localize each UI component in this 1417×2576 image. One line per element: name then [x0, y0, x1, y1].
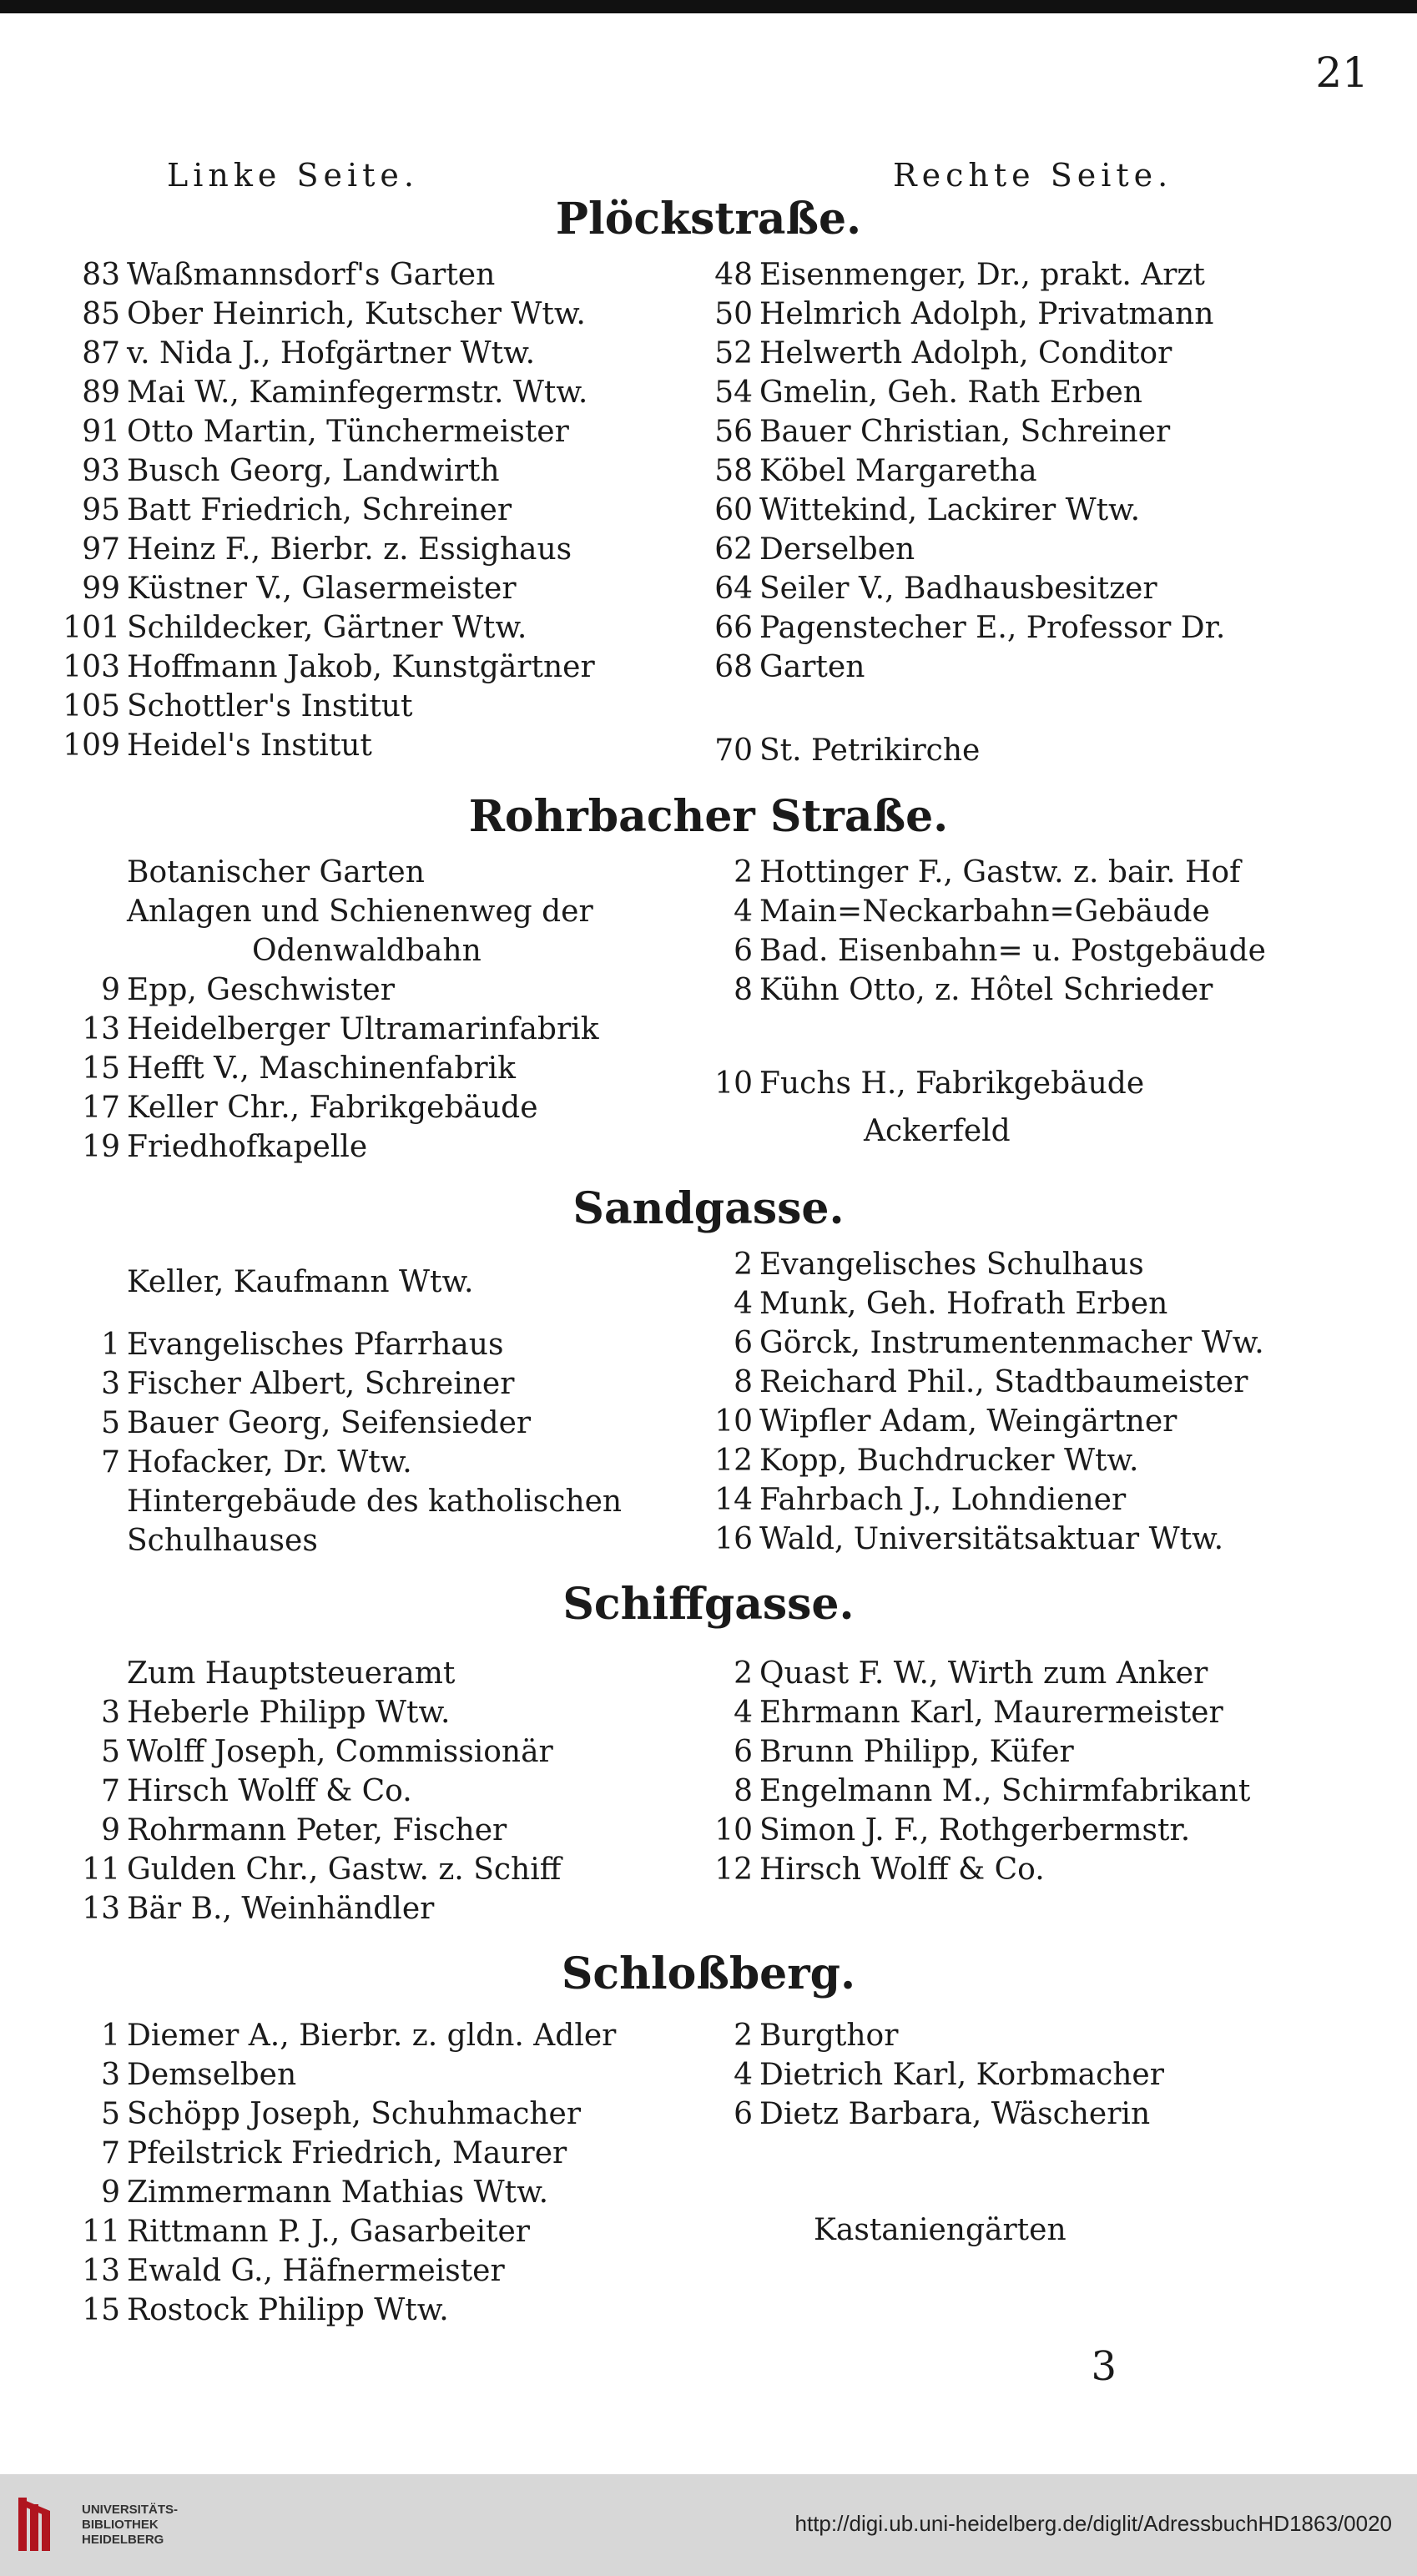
resident-name: Hirsch Wolff & Co. — [127, 1774, 412, 1808]
street-heading: Sandgasse. — [572, 1183, 845, 1234]
house-number: 5 — [101, 2097, 120, 2131]
house-number: 1 — [101, 2019, 120, 2053]
resident-name: Keller Chr., Fabrikgebäude — [127, 1091, 538, 1125]
left-entry — [48, 2096, 581, 2133]
house-number: 6 — [734, 934, 753, 968]
right-entry — [686, 1286, 1167, 1323]
library-logo-icon — [15, 2493, 73, 2556]
right-side-heading: Rechte Seite. — [893, 157, 1173, 194]
resident-name: Evangelisches Pfarrhaus — [127, 1328, 504, 1362]
left-entry — [48, 854, 425, 891]
house-number: 10 — [714, 1404, 753, 1439]
house-number: 4 — [734, 1287, 753, 1321]
resident-name: Heinz F., Bierbr. z. Essighaus — [127, 532, 572, 567]
house-number: 95 — [82, 493, 120, 527]
house-number: 8 — [734, 973, 753, 1007]
house-number: 54 — [714, 376, 753, 410]
resident-name: Dietrich Karl, Korbmacher — [759, 2058, 1164, 2092]
house-number: 8 — [734, 1365, 753, 1399]
resident-name: Ewald G., Häfnermeister — [127, 2254, 505, 2288]
resident-name: Hoffmann Jakob, Kunstgärtner — [127, 650, 595, 684]
resident-name: Hintergebäude des katholischen — [127, 1485, 623, 1519]
left-entry — [48, 649, 595, 686]
left-entry — [48, 1405, 531, 1442]
top-border — [0, 0, 1417, 13]
left-entry — [48, 257, 495, 294]
left-entry — [48, 532, 572, 568]
resident-name: Fuchs H., Fabrikgebäude — [759, 1066, 1145, 1101]
page-number: 21 — [1315, 48, 1369, 97]
left-entry — [48, 1327, 503, 1364]
house-number: 2 — [734, 855, 753, 890]
left-entry — [48, 1051, 516, 1087]
left-entry — [48, 453, 500, 490]
house-number: 14 — [714, 1483, 753, 1517]
resident-name: Engelmann M., Schirmfabrikant — [759, 1774, 1251, 1808]
resident-name: Mai W., Kaminfegermstr. Wtw. — [127, 376, 588, 410]
left-entry — [48, 2292, 449, 2329]
house-number: 8 — [734, 1774, 753, 1808]
sheet-signature: 3 — [1091, 2343, 1117, 2390]
right-entry — [686, 1521, 1223, 1558]
resident-name: Hirsch Wolff & Co. — [759, 1853, 1045, 1887]
house-number: 7 — [101, 1774, 120, 1808]
right-entry — [686, 733, 980, 769]
resident-name: Botanischer Garten — [127, 855, 425, 890]
house-number: 13 — [82, 1892, 120, 1926]
resident-name: Wipfler Adam, Weingärtner — [759, 1404, 1177, 1439]
resident-name: Friedhofkapelle — [127, 1130, 368, 1164]
right-entry — [686, 1734, 1074, 1771]
left-entry — [48, 375, 587, 411]
house-number: 97 — [82, 532, 120, 567]
house-number: 11 — [82, 2215, 120, 2249]
street-heading: Rohrbacher Straße. — [468, 791, 949, 842]
right-entry — [686, 453, 1037, 490]
left-entry — [48, 894, 593, 930]
resident-name: Wolff Joseph, Commissionär — [127, 1735, 553, 1769]
right-entry — [686, 1364, 1248, 1401]
house-number: 9 — [101, 973, 120, 1007]
right-entry — [686, 257, 1205, 294]
resident-name: Dietz Barbara, Wäscherin — [759, 2097, 1151, 2131]
resident-name: Fischer Albert, Schreiner — [127, 1367, 515, 1401]
left-entry — [48, 2253, 505, 2290]
house-number: 109 — [63, 728, 120, 763]
house-number: 4 — [734, 895, 753, 929]
left-entry — [48, 1444, 412, 1481]
right-entry — [686, 375, 1142, 411]
right-entry — [686, 610, 1225, 647]
resident-name: Gulden Chr., Gastw. z. Schiff — [127, 1853, 562, 1887]
house-number: 5 — [101, 1735, 120, 1769]
house-number: 99 — [82, 572, 120, 606]
house-number: 10 — [714, 1813, 753, 1848]
left-entry — [48, 571, 517, 607]
resident-name: Zum Hauptsteueramt — [127, 1656, 456, 1691]
left-entry — [48, 1484, 622, 1520]
right-entry — [686, 649, 865, 686]
right-entry — [686, 1656, 1208, 1692]
house-number: 15 — [82, 2293, 120, 2327]
resident-name: Anlagen und Schienenweg der — [127, 895, 593, 929]
resident-name: Helmrich Adolph, Privatmann — [759, 297, 1214, 331]
left-entry — [48, 1891, 434, 1928]
right-side-note: Kastaniengärten — [814, 2213, 1067, 2247]
resident-name: Küstner V., Glasermeister — [127, 572, 517, 606]
resident-name: Bad. Eisenbahn= u. Postgebäude — [759, 934, 1266, 968]
house-number: 11 — [82, 1853, 120, 1887]
house-number: 62 — [714, 532, 753, 567]
resident-name: Otto Martin, Tünchermeister — [127, 415, 569, 449]
right-entry — [686, 1404, 1177, 1440]
left-entry — [48, 492, 512, 529]
house-number: 91 — [82, 415, 120, 449]
resident-name: Görck, Instrumentenmacher Ww. — [759, 1326, 1264, 1360]
resident-name: Burgthor — [759, 2019, 899, 2053]
house-number: 7 — [101, 1445, 120, 1480]
house-number: 1 — [101, 1328, 120, 1362]
house-number: 9 — [101, 1813, 120, 1848]
resident-name: Eisenmenger, Dr., prakt. Arzt — [759, 258, 1205, 292]
house-number: 12 — [714, 1853, 753, 1887]
left-entry — [48, 2214, 530, 2251]
left-entry — [48, 1734, 553, 1771]
left-entry — [48, 1812, 507, 1849]
left-entry — [48, 2018, 616, 2054]
resident-name: Demselben — [127, 2058, 297, 2092]
resident-name: v. Nida J., Hofgärtner Wtw. — [127, 336, 536, 371]
resident-name: Bär B., Weinhändler — [127, 1892, 435, 1926]
street-heading: Plöckstraße. — [555, 194, 862, 244]
resident-name: Helwerth Adolph, Conditor — [759, 336, 1172, 371]
right-entry — [686, 2057, 1164, 2094]
house-number: 85 — [82, 297, 120, 331]
house-number: 15 — [82, 1051, 120, 1086]
resident-name: St. Petrikirche — [759, 733, 981, 768]
house-number: 58 — [714, 454, 753, 488]
resident-name: Batt Friedrich, Schreiner — [127, 493, 512, 527]
house-number: 87 — [82, 336, 120, 371]
house-number: 2 — [734, 1656, 753, 1691]
resident-name: Zimmermann Mathias Wtw. — [127, 2175, 549, 2210]
house-number: 52 — [714, 336, 753, 371]
house-number: 70 — [714, 733, 753, 768]
resident-name: Schöpp Joseph, Schuhmacher — [127, 2097, 582, 2131]
resident-name: Heidel's Institut — [127, 728, 372, 763]
house-number: 19 — [82, 1130, 120, 1164]
left-entry — [48, 335, 535, 372]
left-entry — [48, 2175, 548, 2211]
house-number: 17 — [82, 1091, 120, 1125]
resident-name: Waßmannsdorf's Garten — [127, 258, 496, 292]
resident-name: Bauer Christian, Schreiner — [759, 415, 1171, 449]
right-entry — [686, 2018, 898, 2054]
house-number: 105 — [63, 689, 120, 723]
house-number: 5 — [101, 1406, 120, 1440]
house-number: 6 — [734, 1326, 753, 1360]
right-entry — [686, 532, 915, 568]
resident-name: Pfeilstrick Friedrich, Maurer — [127, 2136, 567, 2170]
resident-name: Gmelin, Geh. Rath Erben — [759, 376, 1142, 410]
right-entry — [686, 296, 1213, 333]
right-entry — [686, 1325, 1264, 1362]
left-entry — [48, 1695, 450, 1732]
right-entry — [686, 854, 1240, 891]
right-entry — [686, 2096, 1150, 2133]
house-number: 6 — [734, 2097, 753, 2131]
resident-name: Kühn Otto, z. Hôtel Schrieder — [759, 973, 1213, 1007]
resident-name: Diemer A., Bierbr. z. gldn. Adler — [127, 2019, 617, 2053]
right-entry — [686, 972, 1213, 1009]
resident-name: Hottinger F., Gastw. z. bair. Hof — [759, 855, 1241, 890]
left-entry — [48, 296, 586, 333]
resident-name: Wittekind, Lackirer Wtw. — [759, 493, 1141, 527]
left-entry — [48, 1773, 412, 1810]
house-number: 2 — [734, 2019, 753, 2053]
house-number: 3 — [101, 1367, 120, 1401]
right-entry — [686, 414, 1170, 451]
resident-name: Ehrmann Karl, Maurermeister — [759, 1696, 1223, 1730]
house-number: 56 — [714, 415, 753, 449]
resident-name: Keller, Kaufmann Wtw. — [127, 1265, 474, 1299]
resident-name: Fahrbach J., Lohndiener — [759, 1483, 1127, 1517]
resident-name: Köbel Margaretha — [759, 454, 1037, 488]
house-number: 3 — [101, 1696, 120, 1730]
left-entry — [48, 1523, 318, 1560]
resident-name: Kopp, Buchdrucker Wtw. — [759, 1444, 1139, 1478]
left-entry — [48, 1011, 599, 1048]
left-entry — [48, 2057, 296, 2094]
right-entry — [686, 571, 1157, 607]
resident-name: Epp, Geschwister — [127, 973, 395, 1007]
house-number: 103 — [63, 650, 120, 684]
house-number: 48 — [714, 258, 753, 292]
house-number: 66 — [714, 611, 753, 645]
left-entry — [48, 1656, 455, 1692]
house-number: 93 — [82, 454, 120, 488]
left-entry — [48, 1366, 514, 1403]
right-entry — [686, 1695, 1223, 1732]
left-entry — [48, 414, 569, 451]
resident-name: Pagenstecher E., Professor Dr. — [759, 611, 1226, 645]
house-number: 3 — [101, 2058, 120, 2092]
house-number: 89 — [82, 376, 120, 410]
resident-name: Derselben — [759, 532, 915, 567]
source-url[interactable]: http://digi.ub.uni-heidelberg.de/diglit/AdressbuchHD1863/0020 — [794, 2511, 1392, 2536]
resident-name: Heberle Philipp Wtw. — [127, 1696, 451, 1730]
house-number: 2 — [734, 1248, 753, 1282]
right-side-note: Ackerfeld — [864, 1114, 1011, 1148]
right-entry — [686, 492, 1140, 529]
left-entry — [48, 688, 412, 725]
left-entry — [48, 1129, 367, 1166]
resident-name: Bauer Georg, Seifensieder — [127, 1406, 532, 1440]
house-number: 101 — [63, 611, 120, 645]
resident-name: Ober Heinrich, Kutscher Wtw. — [127, 297, 586, 331]
left-entry — [48, 933, 482, 970]
resident-name: Garten — [759, 650, 865, 684]
resident-name: Seiler V., Badhausbesitzer — [759, 572, 1157, 606]
house-number: 16 — [714, 1522, 753, 1556]
right-entry — [686, 1812, 1190, 1849]
resident-name: Munk, Geh. Hofrath Erben — [759, 1287, 1168, 1321]
footer-bar — [0, 2474, 1417, 2576]
right-entry — [686, 1773, 1250, 1810]
left-entry — [48, 972, 395, 1009]
left-side-heading: Linke Seite. — [167, 157, 419, 194]
house-number: 68 — [714, 650, 753, 684]
resident-name: Schulhauses — [127, 1524, 318, 1558]
house-number: 13 — [82, 1012, 120, 1046]
right-entry — [686, 335, 1172, 372]
resident-name: Brunn Philipp, Küfer — [759, 1735, 1074, 1769]
resident-name: Hefft V., Maschinenfabrik — [127, 1051, 516, 1086]
resident-name: Evangelisches Schulhaus — [759, 1248, 1144, 1282]
house-number: 10 — [714, 1066, 753, 1101]
right-entry — [686, 1247, 1144, 1283]
right-entry — [686, 1482, 1126, 1519]
resident-name: Main=Neckarbahn=Gebäude — [759, 895, 1210, 929]
resident-name: Simon J. F., Rothgerbermstr. — [759, 1813, 1191, 1848]
resident-name: Wald, Universitätsaktuar Wtw. — [759, 1522, 1224, 1556]
resident-name: Odenwaldbahn — [252, 934, 482, 968]
resident-name: Rittmann P. J., Gasarbeiter — [127, 2215, 530, 2249]
left-entry — [48, 1264, 473, 1301]
left-entry — [48, 610, 527, 647]
right-entry — [686, 894, 1210, 930]
resident-name: Schildecker, Gärtner Wtw. — [127, 611, 527, 645]
house-number: 64 — [714, 572, 753, 606]
resident-name: Quast F. W., Wirth zum Anker — [759, 1656, 1208, 1691]
house-number: 50 — [714, 297, 753, 331]
house-number: 9 — [101, 2175, 120, 2210]
left-entry — [48, 728, 372, 764]
resident-name: Schottler's Institut — [127, 689, 413, 723]
right-entry — [686, 1443, 1138, 1480]
resident-name: Busch Georg, Landwirth — [127, 454, 500, 488]
resident-name: Hofacker, Dr. Wtw. — [127, 1445, 412, 1480]
house-number: 13 — [82, 2254, 120, 2288]
resident-name: Reichard Phil., Stadtbaumeister — [759, 1365, 1248, 1399]
street-heading: Schiffgasse. — [562, 1579, 855, 1630]
left-entry — [48, 2135, 567, 2172]
house-number: 4 — [734, 1696, 753, 1730]
house-number: 4 — [734, 2058, 753, 2092]
house-number: 83 — [82, 258, 120, 292]
house-number: 12 — [714, 1444, 753, 1478]
left-entry — [48, 1852, 561, 1888]
right-entry — [686, 933, 1266, 970]
house-number: 60 — [714, 493, 753, 527]
right-entry — [686, 1066, 1144, 1102]
resident-name: Rostock Philipp Wtw. — [127, 2293, 449, 2327]
house-number: 7 — [101, 2136, 120, 2170]
library-name: UNIVERSITÄTS- BIBLIOTHEK HEIDELBERG — [82, 2503, 179, 2547]
resident-name: Heidelberger Ultramarinfabrik — [127, 1012, 599, 1046]
house-number: 6 — [734, 1735, 753, 1769]
street-heading: Schloßberg. — [561, 1948, 856, 1999]
resident-name: Rohrmann Peter, Fischer — [127, 1813, 507, 1848]
left-entry — [48, 1090, 538, 1127]
right-entry — [686, 1852, 1045, 1888]
